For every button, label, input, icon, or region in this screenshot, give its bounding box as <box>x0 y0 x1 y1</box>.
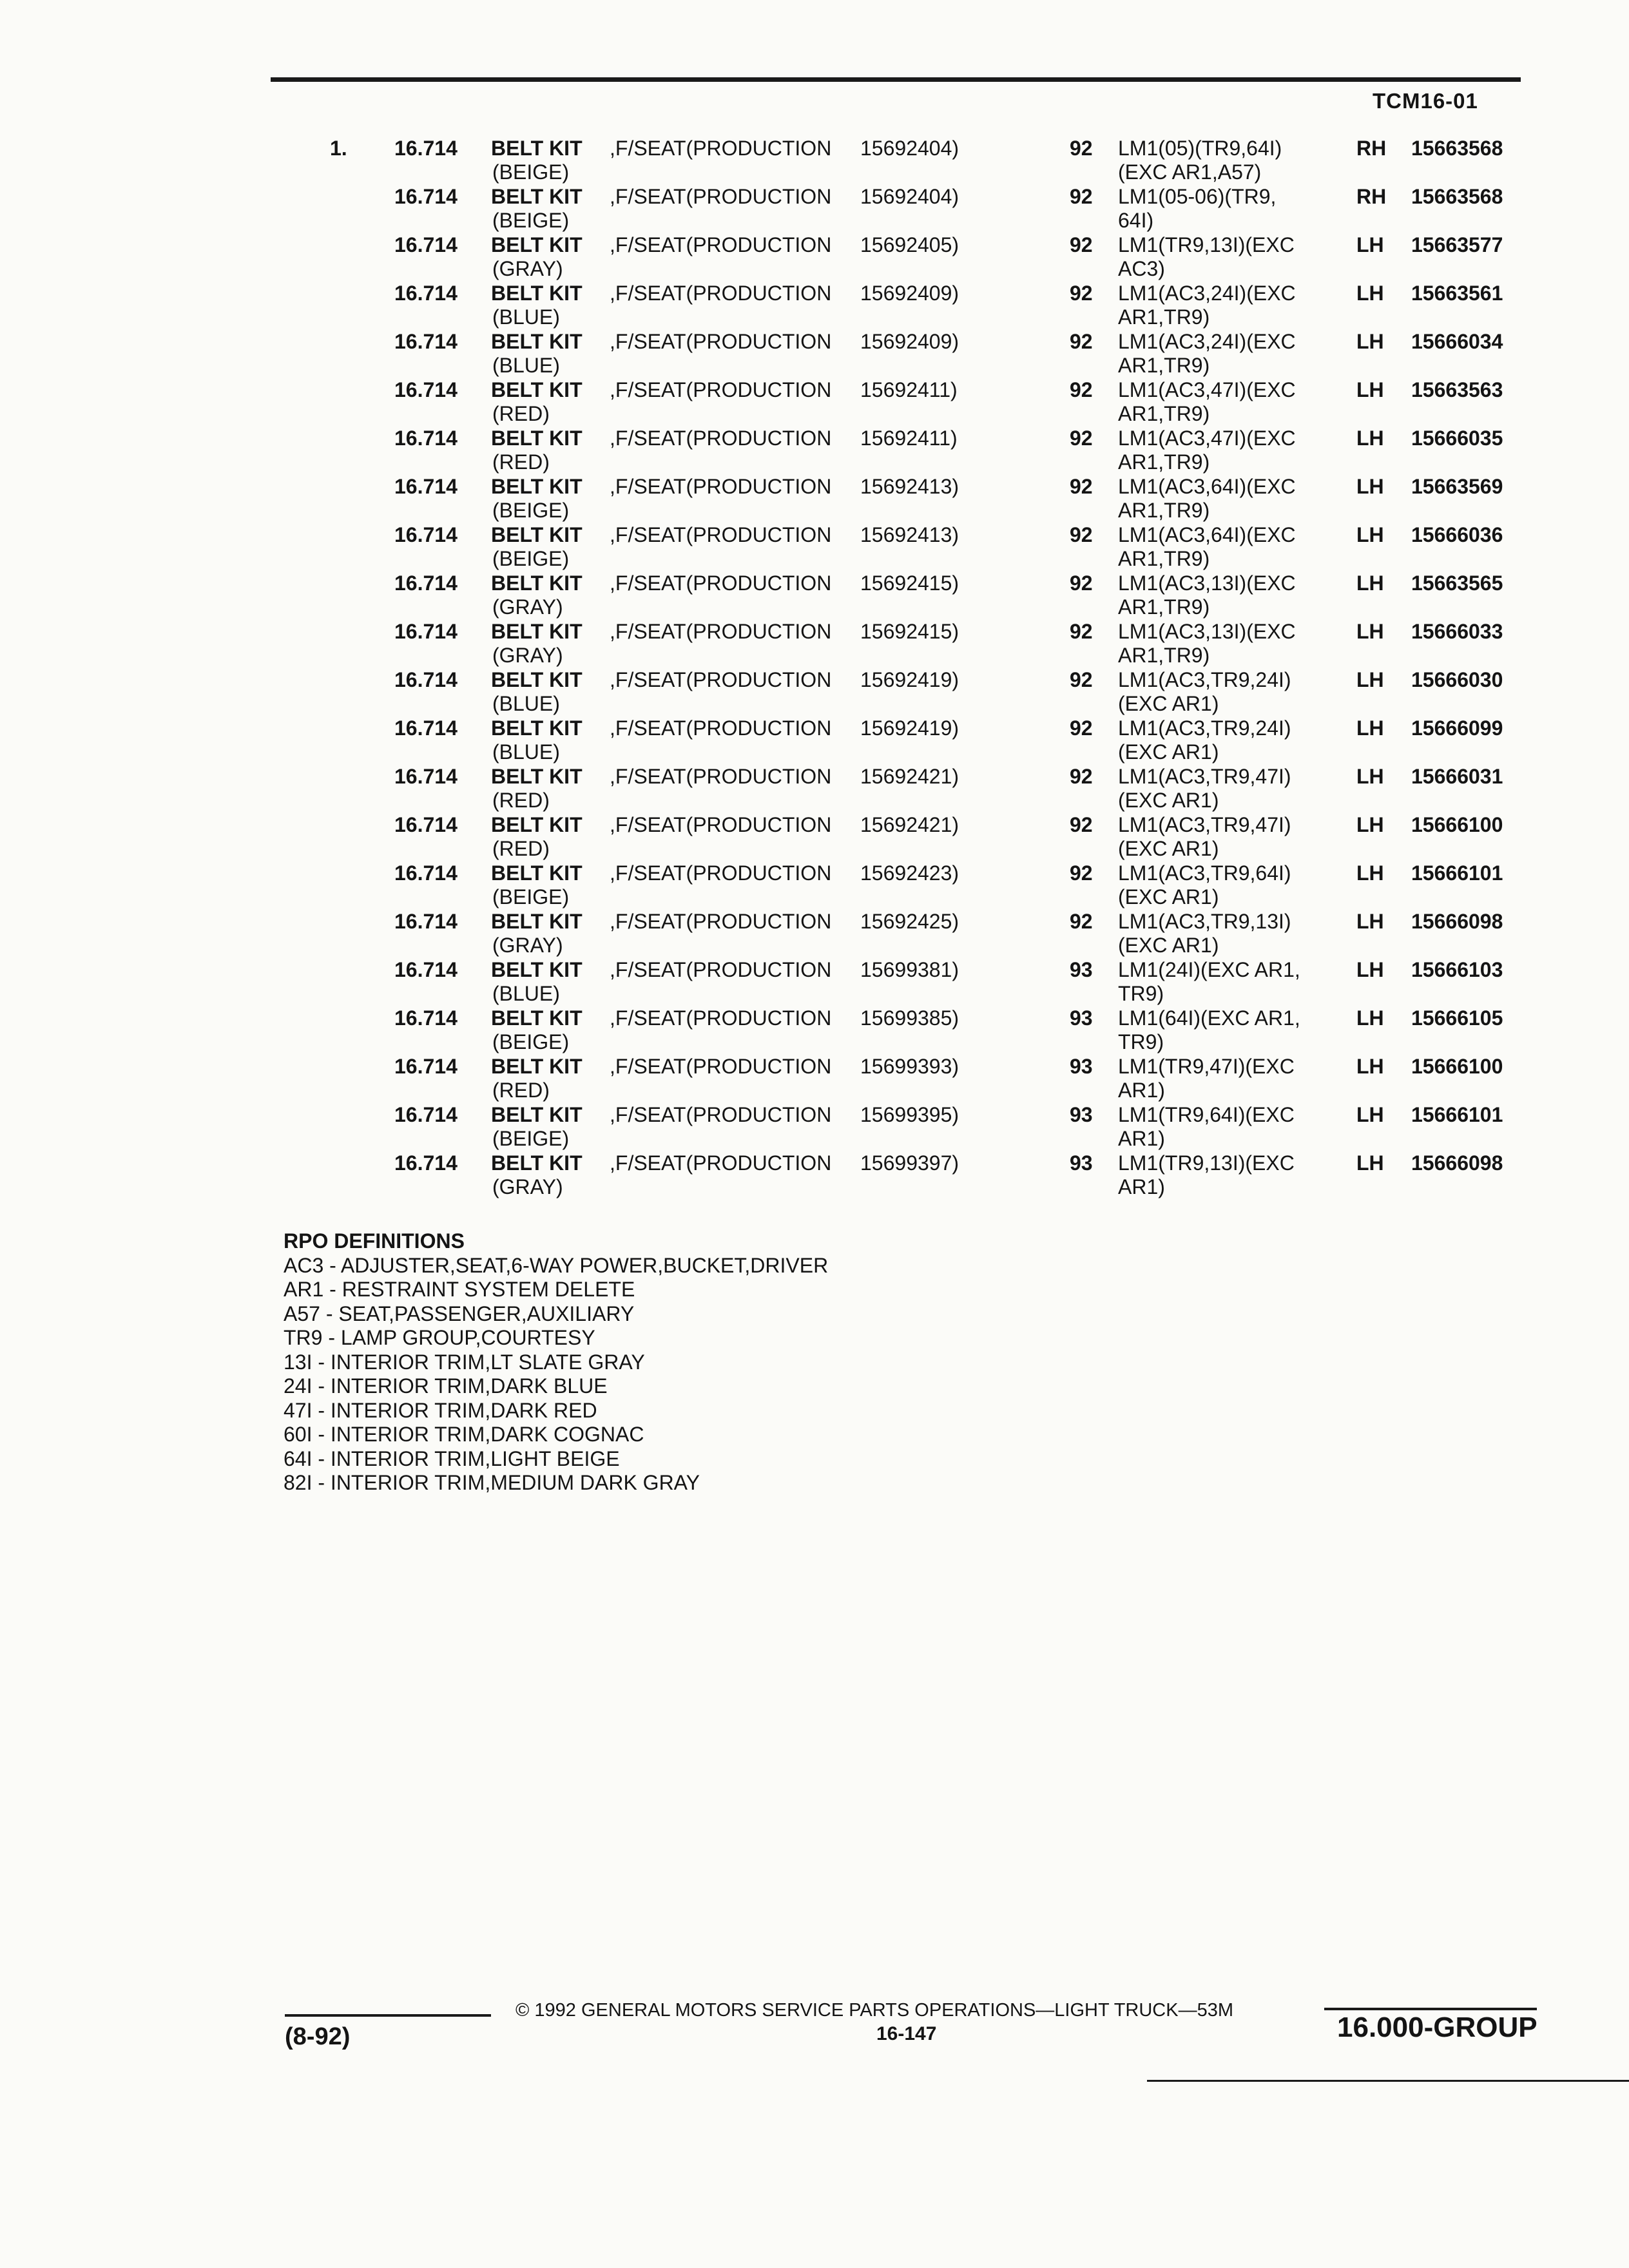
list-item <box>322 765 1063 813</box>
list-item <box>322 523 1063 572</box>
list-item <box>322 861 1063 910</box>
list-item <box>1063 185 1553 233</box>
part-number: 15666101 <box>1411 861 1503 885</box>
color-note: (RED) <box>492 837 550 860</box>
list-item <box>322 958 1063 1006</box>
usage-line-1: LM1(AC3,64I)(EXC <box>1118 523 1296 546</box>
rpo-definition-line: 24I - INTERIOR TRIM,DARK BLUE <box>284 1374 608 1398</box>
list-item <box>1063 1006 1553 1055</box>
list-item <box>1063 523 1553 572</box>
list-item <box>322 330 1063 378</box>
part-name: BELT KIT <box>491 958 583 981</box>
usage-line-1: LM1(TR9,64I)(EXC <box>1118 1103 1295 1126</box>
usage-line-2: (EXC AR1) <box>1118 934 1219 957</box>
part-name: BELT KIT <box>491 572 583 595</box>
part-number: 15666100 <box>1411 813 1503 836</box>
usage-line-2: AR1,TR9) <box>1118 644 1210 667</box>
part-description: ,F/SEAT(PRODUCTION <box>610 330 832 353</box>
footer-group: 16.000-GROUP <box>1337 2012 1537 2043</box>
color-note: (BEIGE) <box>492 547 570 570</box>
group-number: 16.714 <box>394 475 458 498</box>
part-name: BELT KIT <box>491 185 583 208</box>
part-number: 15666033 <box>1411 620 1503 643</box>
production-part-number: 15699397) <box>860 1151 959 1175</box>
part-description: ,F/SEAT(PRODUCTION <box>610 1151 832 1175</box>
list-item <box>1063 716 1553 765</box>
group-number: 16.714 <box>394 1103 458 1126</box>
part-number: 15666098 <box>1411 910 1503 933</box>
group-number: 16.714 <box>394 233 458 256</box>
group-number: 16.714 <box>394 523 458 546</box>
model-year: 92 <box>1070 282 1093 305</box>
rpo-title: RPO DEFINITIONS <box>284 1229 465 1253</box>
side-code: LH <box>1356 861 1384 885</box>
color-note: (RED) <box>492 1079 550 1102</box>
part-name: BELT KIT <box>491 378 583 401</box>
part-number: 15666100 <box>1411 1055 1503 1078</box>
model-year: 92 <box>1070 572 1093 595</box>
list-item <box>1063 620 1553 668</box>
side-code: LH <box>1356 427 1384 450</box>
model-year: 92 <box>1070 716 1093 740</box>
part-name: BELT KIT <box>491 620 583 643</box>
part-name: BELT KIT <box>491 813 583 836</box>
group-number: 16.714 <box>394 427 458 450</box>
usage-line-1: LM1(64I)(EXC AR1, <box>1118 1006 1300 1030</box>
list-item <box>322 233 1063 282</box>
color-note: (RED) <box>492 402 550 425</box>
production-part-number: 15692415) <box>860 572 959 595</box>
usage-line-1: LM1(AC3,TR9,13I) <box>1118 910 1291 933</box>
production-part-number: 15692413) <box>860 475 959 498</box>
usage-line-2: 64I) <box>1118 209 1154 232</box>
group-number: 16.714 <box>394 668 458 691</box>
list-item <box>1063 572 1553 620</box>
usage-line-2: (EXC AR1) <box>1118 692 1219 715</box>
color-note: (BLUE) <box>492 305 560 329</box>
group-number: 16.714 <box>394 185 458 208</box>
group-number: 16.714 <box>394 137 458 160</box>
list-item <box>1063 282 1553 330</box>
part-number: 15663563 <box>1411 378 1503 401</box>
part-description: ,F/SEAT(PRODUCTION <box>610 765 832 788</box>
part-description: ,F/SEAT(PRODUCTION <box>610 572 832 595</box>
model-year: 92 <box>1070 475 1093 498</box>
part-name: BELT KIT <box>491 716 583 740</box>
part-name: BELT KIT <box>491 1151 583 1175</box>
color-note: (BEIGE) <box>492 1127 570 1150</box>
model-year: 92 <box>1070 330 1093 353</box>
part-number: 15666031 <box>1411 765 1503 788</box>
part-name: BELT KIT <box>491 668 583 691</box>
parts-list-left <box>322 137 1063 1200</box>
model-year: 92 <box>1070 910 1093 933</box>
production-part-number: 15692413) <box>860 523 959 546</box>
list-item <box>1063 137 1553 185</box>
model-year: 93 <box>1070 958 1093 981</box>
part-description: ,F/SEAT(PRODUCTION <box>610 620 832 643</box>
part-name: BELT KIT <box>491 330 583 353</box>
usage-line-1: LM1(AC3,13I)(EXC <box>1118 620 1296 643</box>
part-description: ,F/SEAT(PRODUCTION <box>610 233 832 256</box>
part-name: BELT KIT <box>491 427 583 450</box>
part-number: 15663561 <box>1411 282 1503 305</box>
footer-rule-right <box>1324 2008 1537 2010</box>
parts-list-right <box>1063 137 1553 1200</box>
list-item <box>322 572 1063 620</box>
side-code: LH <box>1356 1103 1384 1126</box>
color-note: (BEIGE) <box>492 209 570 232</box>
part-description: ,F/SEAT(PRODUCTION <box>610 185 832 208</box>
list-item <box>1063 958 1553 1006</box>
rpo-definition-line: 13I - INTERIOR TRIM,LT SLATE GRAY <box>284 1350 645 1374</box>
list-item <box>322 620 1063 668</box>
usage-line-2: (EXC AR1) <box>1118 740 1219 764</box>
list-item <box>322 185 1063 233</box>
list-item <box>322 716 1063 765</box>
group-number: 16.714 <box>394 1151 458 1175</box>
side-code: LH <box>1356 620 1384 643</box>
group-number: 16.714 <box>394 861 458 885</box>
group-number: 16.714 <box>394 765 458 788</box>
part-number: 15666035 <box>1411 427 1503 450</box>
part-number: 15666103 <box>1411 958 1503 981</box>
part-number: 15666030 <box>1411 668 1503 691</box>
usage-line-2: (EXC AR1) <box>1118 789 1219 812</box>
usage-line-1: LM1(AC3,TR9,24I) <box>1118 716 1291 740</box>
production-part-number: 15692404) <box>860 137 959 160</box>
model-year: 93 <box>1070 1103 1093 1126</box>
part-number: 15666099 <box>1411 716 1503 740</box>
group-number: 16.714 <box>394 958 458 981</box>
model-year: 93 <box>1070 1055 1093 1078</box>
list-item <box>1063 378 1553 427</box>
side-code: LH <box>1356 475 1384 498</box>
color-note: (GRAY) <box>492 1175 563 1198</box>
usage-line-2: (EXC AR1) <box>1118 837 1219 860</box>
color-note: (BEIGE) <box>492 885 570 908</box>
list-item <box>1063 1103 1553 1151</box>
list-item <box>1063 427 1553 475</box>
model-year: 92 <box>1070 861 1093 885</box>
color-note: (BLUE) <box>492 692 560 715</box>
group-number: 16.714 <box>394 910 458 933</box>
production-part-number: 15699381) <box>860 958 959 981</box>
page-code: TCM16-01 <box>1373 89 1478 113</box>
usage-line-2: AC3) <box>1118 257 1165 280</box>
list-item <box>1063 1055 1553 1103</box>
part-number: 15663569 <box>1411 475 1503 498</box>
color-note: (GRAY) <box>492 257 563 280</box>
color-note: (RED) <box>492 789 550 812</box>
color-note: (BLUE) <box>492 354 560 377</box>
list-item <box>1063 910 1553 958</box>
usage-line-2: (EXC AR1) <box>1118 885 1219 908</box>
rpo-definitions <box>284 1229 828 1495</box>
list-item <box>322 137 1063 185</box>
list-item <box>322 1151 1063 1200</box>
usage-line-1: LM1(AC3,TR9,24I) <box>1118 668 1291 691</box>
production-part-number: 15692421) <box>860 765 959 788</box>
production-part-number: 15692411) <box>860 427 958 450</box>
usage-line-1: LM1(AC3,24I)(EXC <box>1118 330 1296 353</box>
production-part-number: 15692419) <box>860 716 959 740</box>
footer-rule-left <box>285 2014 491 2017</box>
usage-line-1: LM1(AC3,24I)(EXC <box>1118 282 1296 305</box>
list-item <box>322 910 1063 958</box>
side-code: RH <box>1356 137 1387 160</box>
rpo-definition-line: TR9 - LAMP GROUP,COURTESY <box>284 1326 595 1349</box>
side-code: LH <box>1356 523 1384 546</box>
usage-line-2: AR1) <box>1118 1175 1165 1198</box>
usage-line-2: AR1,TR9) <box>1118 354 1210 377</box>
usage-line-1: LM1(TR9,47I)(EXC <box>1118 1055 1295 1078</box>
list-item <box>322 475 1063 523</box>
usage-line-2: AR1,TR9) <box>1118 305 1210 329</box>
list-item <box>1063 233 1553 282</box>
footer-date: (8-92) <box>285 2023 351 2050</box>
usage-line-1: LM1(TR9,13I)(EXC <box>1118 1151 1295 1175</box>
side-code: LH <box>1356 572 1384 595</box>
side-code: LH <box>1356 378 1384 401</box>
color-note: (GRAY) <box>492 934 563 957</box>
list-item <box>322 668 1063 716</box>
model-year: 93 <box>1070 1006 1093 1030</box>
part-number: 15666101 <box>1411 1103 1503 1126</box>
production-part-number: 15692405) <box>860 233 959 256</box>
color-note: (RED) <box>492 450 550 474</box>
color-note: (BLUE) <box>492 740 560 764</box>
part-name: BELT KIT <box>491 523 583 546</box>
usage-line-2: AR1,TR9) <box>1118 450 1210 474</box>
group-number: 16.714 <box>394 1055 458 1078</box>
part-name: BELT KIT <box>491 475 583 498</box>
part-description: ,F/SEAT(PRODUCTION <box>610 137 832 160</box>
group-number: 16.714 <box>394 1006 458 1030</box>
usage-line-1: LM1(TR9,13I)(EXC <box>1118 233 1295 256</box>
model-year: 92 <box>1070 813 1093 836</box>
part-description: ,F/SEAT(PRODUCTION <box>610 1103 832 1126</box>
bottom-edge-rule <box>1147 2080 1629 2082</box>
production-part-number: 15692411) <box>860 378 958 401</box>
part-description: ,F/SEAT(PRODUCTION <box>610 668 832 691</box>
rpo-definition-line: A57 - SEAT,PASSENGER,AUXILIARY <box>284 1302 635 1325</box>
part-name: BELT KIT <box>491 137 583 160</box>
part-description: ,F/SEAT(PRODUCTION <box>610 958 832 981</box>
list-item <box>322 1006 1063 1055</box>
side-code: LH <box>1356 282 1384 305</box>
side-code: LH <box>1356 1151 1384 1175</box>
side-code: LH <box>1356 716 1384 740</box>
model-year: 92 <box>1070 620 1093 643</box>
group-number: 16.714 <box>394 378 458 401</box>
rpo-definition-line: 47I - INTERIOR TRIM,DARK RED <box>284 1398 597 1422</box>
part-description: ,F/SEAT(PRODUCTION <box>610 523 832 546</box>
list-item <box>322 427 1063 475</box>
list-item <box>1063 330 1553 378</box>
list-item <box>322 378 1063 427</box>
usage-line-2: AR1,TR9) <box>1118 499 1210 522</box>
part-name: BELT KIT <box>491 861 583 885</box>
production-part-number: 15692421) <box>860 813 959 836</box>
rpo-definition-line: AC3 - ADJUSTER,SEAT,6-WAY POWER,BUCKET,DRIVER <box>284 1253 829 1277</box>
color-note: (BEIGE) <box>492 499 570 522</box>
part-name: BELT KIT <box>491 1055 583 1078</box>
color-note: (BLUE) <box>492 982 560 1005</box>
part-name: BELT KIT <box>491 1103 583 1126</box>
part-description: ,F/SEAT(PRODUCTION <box>610 427 832 450</box>
color-note: (BEIGE) <box>492 160 570 184</box>
list-item <box>1063 861 1553 910</box>
rpo-definition-line: 64I - INTERIOR TRIM,LIGHT BEIGE <box>284 1446 620 1470</box>
side-code: LH <box>1356 233 1384 256</box>
group-number: 16.714 <box>394 716 458 740</box>
production-part-number: 15692404) <box>860 185 959 208</box>
usage-line-1: LM1(AC3,TR9,64I) <box>1118 861 1291 885</box>
production-part-number: 15692425) <box>860 910 959 933</box>
part-description: ,F/SEAT(PRODUCTION <box>610 910 832 933</box>
part-description: ,F/SEAT(PRODUCTION <box>610 716 832 740</box>
part-name: BELT KIT <box>491 765 583 788</box>
rpo-definition-line: 82I - INTERIOR TRIM,MEDIUM DARK GRAY <box>284 1471 700 1494</box>
part-number: 15666098 <box>1411 1151 1503 1175</box>
item-number: 1. <box>330 137 347 160</box>
model-year: 92 <box>1070 233 1093 256</box>
model-year: 92 <box>1070 137 1093 160</box>
part-description: ,F/SEAT(PRODUCTION <box>610 378 832 401</box>
production-part-number: 15692409) <box>860 330 959 353</box>
usage-line-1: LM1(AC3,TR9,47I) <box>1118 813 1291 836</box>
usage-line-1: LM1(24I)(EXC AR1, <box>1118 958 1300 981</box>
side-code: LH <box>1356 765 1384 788</box>
part-number: 15663565 <box>1411 572 1503 595</box>
list-item <box>1063 475 1553 523</box>
side-code: LH <box>1356 958 1384 981</box>
usage-line-2: AR1) <box>1118 1127 1165 1150</box>
model-year: 92 <box>1070 523 1093 546</box>
list-item <box>322 282 1063 330</box>
top-rule <box>271 77 1521 82</box>
production-part-number: 15699395) <box>860 1103 959 1126</box>
usage-line-1: LM1(05-06)(TR9, <box>1118 185 1277 208</box>
color-note: (GRAY) <box>492 595 563 619</box>
color-note: (BEIGE) <box>492 1030 570 1053</box>
list-item <box>1063 813 1553 861</box>
production-part-number: 15692415) <box>860 620 959 643</box>
side-code: LH <box>1356 813 1384 836</box>
part-description: ,F/SEAT(PRODUCTION <box>610 282 832 305</box>
part-description: ,F/SEAT(PRODUCTION <box>610 813 832 836</box>
footer-page-number: 16-147 <box>876 2023 937 2044</box>
usage-line-2: AR1,TR9) <box>1118 595 1210 619</box>
usage-line-2: AR1,TR9) <box>1118 547 1210 570</box>
side-code: RH <box>1356 185 1387 208</box>
rpo-definition-line: AR1 - RESTRAINT SYSTEM DELETE <box>284 1278 635 1301</box>
part-name: BELT KIT <box>491 282 583 305</box>
production-part-number: 15699385) <box>860 1006 959 1030</box>
list-item <box>1063 1151 1553 1200</box>
model-year: 93 <box>1070 1151 1093 1175</box>
side-code: LH <box>1356 910 1384 933</box>
usage-line-1: LM1(AC3,13I)(EXC <box>1118 572 1296 595</box>
production-part-number: 15692423) <box>860 861 959 885</box>
usage-line-1: LM1(AC3,47I)(EXC <box>1118 378 1296 401</box>
usage-line-1: LM1(AC3,TR9,47I) <box>1118 765 1291 788</box>
part-description: ,F/SEAT(PRODUCTION <box>610 861 832 885</box>
usage-line-2: AR1) <box>1118 1079 1165 1102</box>
production-part-number: 15692409) <box>860 282 959 305</box>
part-description: ,F/SEAT(PRODUCTION <box>610 475 832 498</box>
usage-line-1: LM1(AC3,47I)(EXC <box>1118 427 1296 450</box>
footer-copyright: © 1992 GENERAL MOTORS SERVICE PARTS OPERATIONS—LIGHT TRUCK—53M <box>516 2000 1233 2021</box>
list-item <box>322 813 1063 861</box>
side-code: LH <box>1356 1055 1384 1078</box>
rpo-definition-line: 60I - INTERIOR TRIM,DARK COGNAC <box>284 1423 644 1446</box>
model-year: 92 <box>1070 765 1093 788</box>
part-number: 15666105 <box>1411 1006 1503 1030</box>
usage-line-2: TR9) <box>1118 982 1164 1005</box>
side-code: LH <box>1356 1006 1384 1030</box>
side-code: LH <box>1356 668 1384 691</box>
group-number: 16.714 <box>394 330 458 353</box>
list-item <box>1063 765 1553 813</box>
part-name: BELT KIT <box>491 910 583 933</box>
usage-line-2: TR9) <box>1118 1030 1164 1053</box>
production-part-number: 15699393) <box>860 1055 959 1078</box>
part-number: 15663568 <box>1411 137 1503 160</box>
part-description: ,F/SEAT(PRODUCTION <box>610 1055 832 1078</box>
part-description: ,F/SEAT(PRODUCTION <box>610 1006 832 1030</box>
part-number: 15663568 <box>1411 185 1503 208</box>
part-number: 15666034 <box>1411 330 1503 353</box>
side-code: LH <box>1356 330 1384 353</box>
usage-line-1: LM1(AC3,64I)(EXC <box>1118 475 1296 498</box>
part-name: BELT KIT <box>491 233 583 256</box>
list-item <box>1063 668 1553 716</box>
group-number: 16.714 <box>394 620 458 643</box>
list-item <box>322 1055 1063 1103</box>
group-number: 16.714 <box>394 282 458 305</box>
model-year: 92 <box>1070 668 1093 691</box>
production-part-number: 15692419) <box>860 668 959 691</box>
model-year: 92 <box>1070 427 1093 450</box>
part-number: 15666036 <box>1411 523 1503 546</box>
list-item <box>322 1103 1063 1151</box>
usage-line-1: LM1(05)(TR9,64I) <box>1118 137 1282 160</box>
color-note: (GRAY) <box>492 644 563 667</box>
part-name: BELT KIT <box>491 1006 583 1030</box>
model-year: 92 <box>1070 185 1093 208</box>
usage-line-2: (EXC AR1,A57) <box>1118 160 1262 184</box>
usage-line-2: AR1,TR9) <box>1118 402 1210 425</box>
model-year: 92 <box>1070 378 1093 401</box>
group-number: 16.714 <box>394 572 458 595</box>
part-number: 15663577 <box>1411 233 1503 256</box>
group-number: 16.714 <box>394 813 458 836</box>
